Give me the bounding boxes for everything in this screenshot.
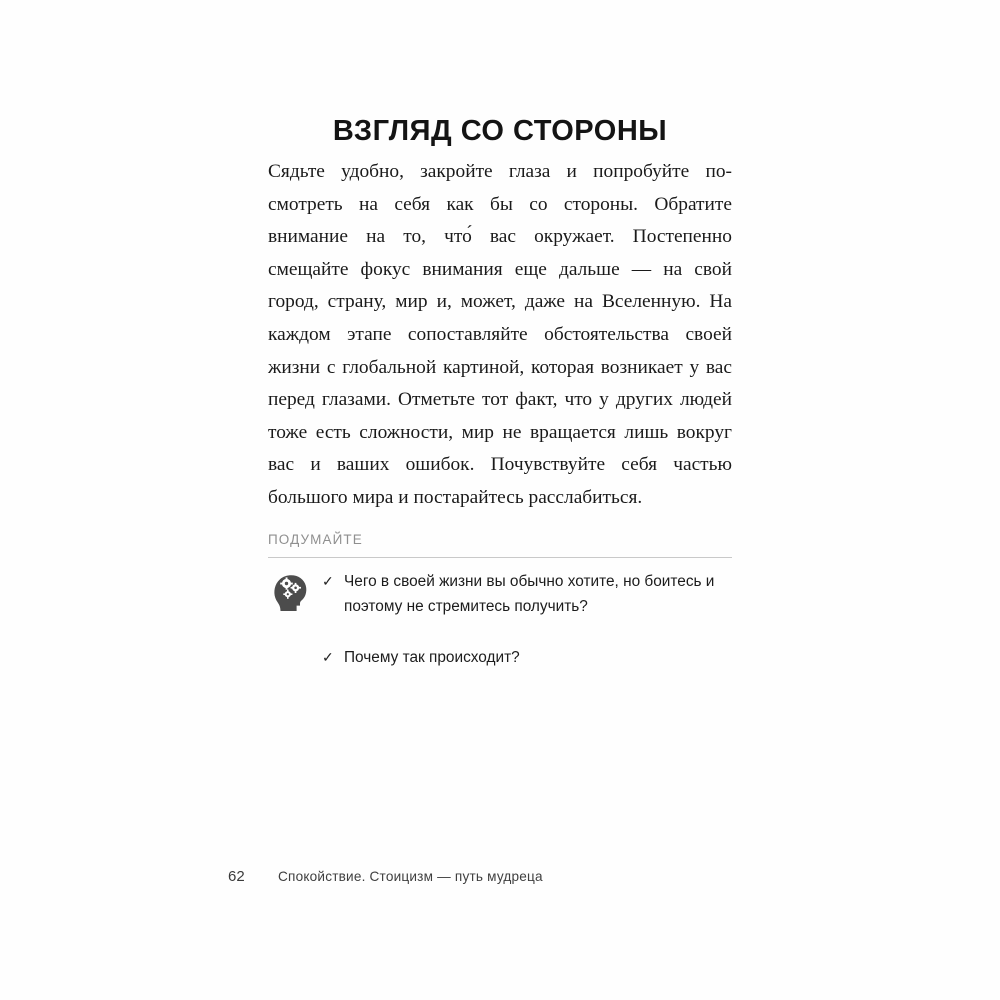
- question-text: Почему так происходит?: [344, 649, 520, 666]
- page-footer: [228, 868, 828, 885]
- question-list: [322, 569, 734, 670]
- check-icon: ✓: [322, 573, 334, 589]
- list-item: [322, 645, 734, 670]
- page-title: ВЗГЛЯД СО СТОРОНЫ: [332, 115, 668, 148]
- page-number: 62: [228, 868, 245, 885]
- body-paragraph: Сядьте удобно, закройте глаза и попробуйте посмотреть на себя как бы со стороны. Обратите внимание на то, что́ вас окружает. Постепенно смещайте фокус внимания еще дальше — на свой город, страну, мир и, может, даже на Вселенную. На каждом этапе сопоставляйте обстоятельства своей жизни с глобальной картиной, которая возникает у вас перед глазами. Отметьте тот факт, что у других людей тоже есть сложности, мир не вращается лишь вокруг вас и ваших ошибок. Почувствуйте себя частью большого мира и постарайтесь расслабиться.: [268, 161, 732, 508]
- question-text: Чего в своей жизни вы обычно хотите, но боитесь и поэтому не стремитесь получить?: [344, 573, 715, 615]
- list-item: [322, 569, 734, 619]
- section-divider: [268, 557, 732, 558]
- check-icon: ✓: [322, 649, 334, 665]
- body-text-block: [268, 156, 732, 515]
- head-gears-icon: [272, 570, 312, 612]
- think-section-label: ПОДУМАЙТЕ: [268, 532, 363, 547]
- running-title: Спокойствие. Стоицизм — путь мудреца: [278, 869, 543, 884]
